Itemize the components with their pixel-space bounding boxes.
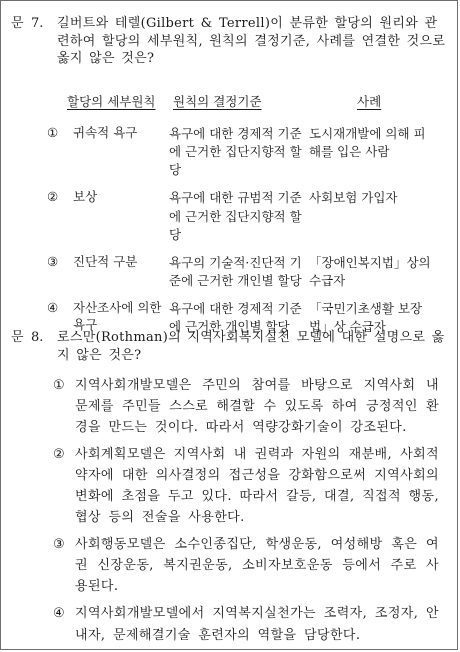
table-row[interactable] [47,189,437,243]
answer-option-4[interactable] [53,603,439,645]
question-8 [11,329,447,364]
answer-options [53,375,439,652]
example-cell: 「장애인복지법」상의 수급자 [309,254,431,288]
option-marker: ③ [53,537,65,553]
example-cell: 「국민기초생활 보장법」상 수급자 [309,301,423,335]
header-criterion: 원칙의 결정기준 [173,93,262,109]
table-header [47,89,437,111]
table-row[interactable] [47,125,437,179]
principle-cell: 귀속적 욕구 [73,125,138,140]
principle-cell: 자산조사에 의한 욕구 [73,300,162,332]
question-label: 문 [11,16,24,31]
table-row[interactable] [47,254,437,290]
example-cell: 사회보험 가입자 [309,190,398,206]
question-label: 문 [11,330,24,345]
question-number: 7. [31,16,44,31]
answer-option-2[interactable] [53,444,439,528]
option-marker: ② [53,447,65,463]
option-text: 사회행동모델은 소수인종집단, 학생운동, 여성해방 혹은 여권 신장운동, 복지권운동, 소비자보호운동 등에서 주로 사용된다. [75,537,439,595]
principle-cell: 진단적 구분 [73,253,138,269]
allocation-table [47,89,437,336]
option-marker: ④ [47,300,59,315]
option-marker: ① [47,125,59,140]
principle-cell: 보상 [73,189,98,205]
criterion-cell: 욕구에 대한 경제적 기준에 근거한 집단지향적 할당 [169,126,302,178]
answer-option-1[interactable] [53,375,439,438]
option-text: 지역사회개발모델에서 지역복지실천가는 조력자, 조정자, 안내자, 문제해결기술 훈련자의 역할을 담당한다. [75,606,439,643]
header-example: 사례 [357,93,382,109]
option-text: 사회계획모델은 지역사회 내 권력과 자원의 재분배, 사회적 약자에 대한 의사결정의 접근성을 강화함으로써 지역사회의 변화에 초점을 두고 있다. 따라서 갈등, 대결, 직접적 행동, 협상 등의 전술을 사용한다. [75,447,439,526]
answer-option-3[interactable] [53,534,439,597]
option-text: 지역사회개발모델은 주민의 참여를 바탕으로 지역사회 내 문제를 주민들 스스로 해결할 수 있도록 하여 긍정적인 환경을 만드는 것이다. 따라서 역량강화기술이 강조된다. [75,378,439,436]
option-marker: ① [53,378,65,393]
question-number: 8. [31,330,44,345]
criterion-cell: 욕구의 기술적·진단적 기준에 근거한 개인별 할당 [169,254,302,288]
criterion-cell: 욕구에 대한 경제적 기준에 근거한 개인별 할당 [169,301,302,335]
question-stem: 길버트와 테렐(Gilbert & Terrell)이 분류한 할당의 원리와 관련하여 할당의 세부원칙, 원칙의 결정기준, 사례를 연결한 것으로 옳지 않은 것은? [57,16,446,67]
question-7 [11,15,447,68]
option-marker: ③ [47,253,59,269]
option-marker: ④ [53,606,65,622]
question-stem: 로스만(Rothman)의 지역사회복지실천 모델에 대한 설명으로 옳지 않은 것은? [57,330,445,363]
example-cell: 도시재개발에 의해 피해를 입은 사람 [309,126,426,160]
criterion-cell: 욕구에 대한 규범적 기준에 근거한 집단지향적 할당 [169,190,302,242]
header-principle: 할당의 세부원칙 [67,94,156,110]
option-marker: ② [47,189,59,205]
